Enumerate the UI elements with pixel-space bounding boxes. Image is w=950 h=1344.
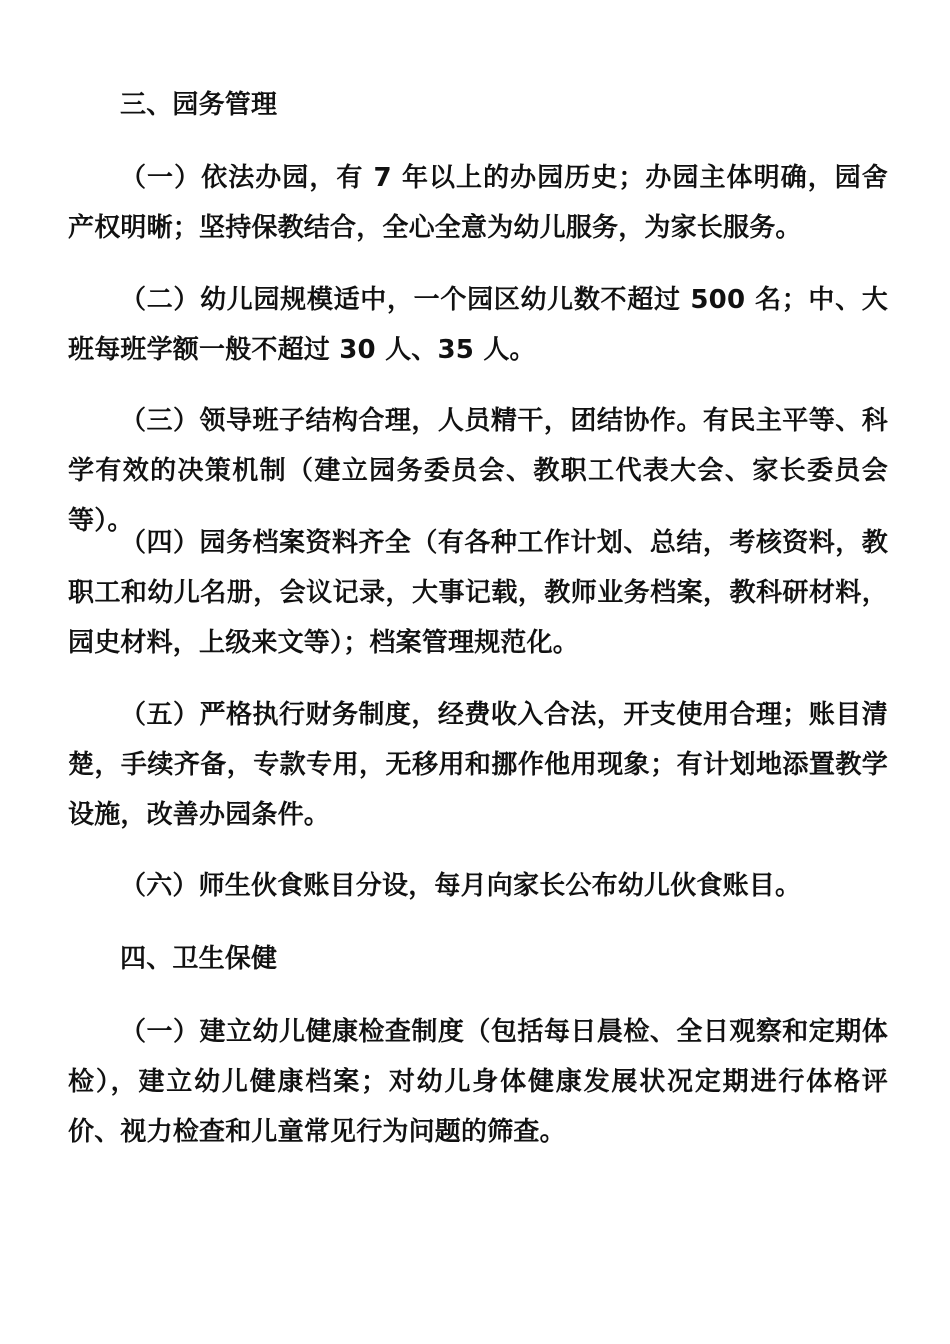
section-heading-health-care: 四、卫生保健 [120,944,278,974]
section-heading-garden-management: 三、园务管理 [120,90,278,120]
paragraph-health-item-1: （一）建立幼儿健康检查制度（包括每日晨检、全日观察和定期体检），建立幼儿健康档案；对幼儿身体健康发展状况定期进行体格评价、视力检查和儿童常见行为问题的筛查。 [68,1017,888,1147]
paragraph-item-3: （三）领导班子结构合理，人员精干，团结协作。有民主平等、科学有效的决策机制（建立园务委员会、教职工代表大会、家长委员会等）。 [68,406,888,536]
paragraph-item-4: （四）园务档案资料齐全（有各种工作计划、总结，考核资料，教职工和幼儿名册，会议记录，大事记载，教师业务档案，教科研材料，园史材料，上级来文等）；档案管理规范化。 [68,528,888,658]
paragraph-item-5: （五）严格执行财务制度，经费收入合法，开支使用合理；账目清楚，手续齐备，专款专用，无移用和挪作他用现象；有计划地添置教学设施，改善办园条件。 [68,700,888,830]
paragraph-item-1: （一）依法办园，有 7 年以上的办园历史；办园主体明确，园舍产权明晰；坚持保教结合，全心全意为幼儿服务，为家长服务。 [68,163,888,243]
paragraph-item-6: （六）师生伙食账目分设，每月向家长公布幼儿伙食账目。 [120,871,802,901]
paragraph-item-2: （二）幼儿园规模适中，一个园区幼儿数不超过 500 名；中、大班每班学额一般不超过 30 人、35 人。 [68,285,888,365]
